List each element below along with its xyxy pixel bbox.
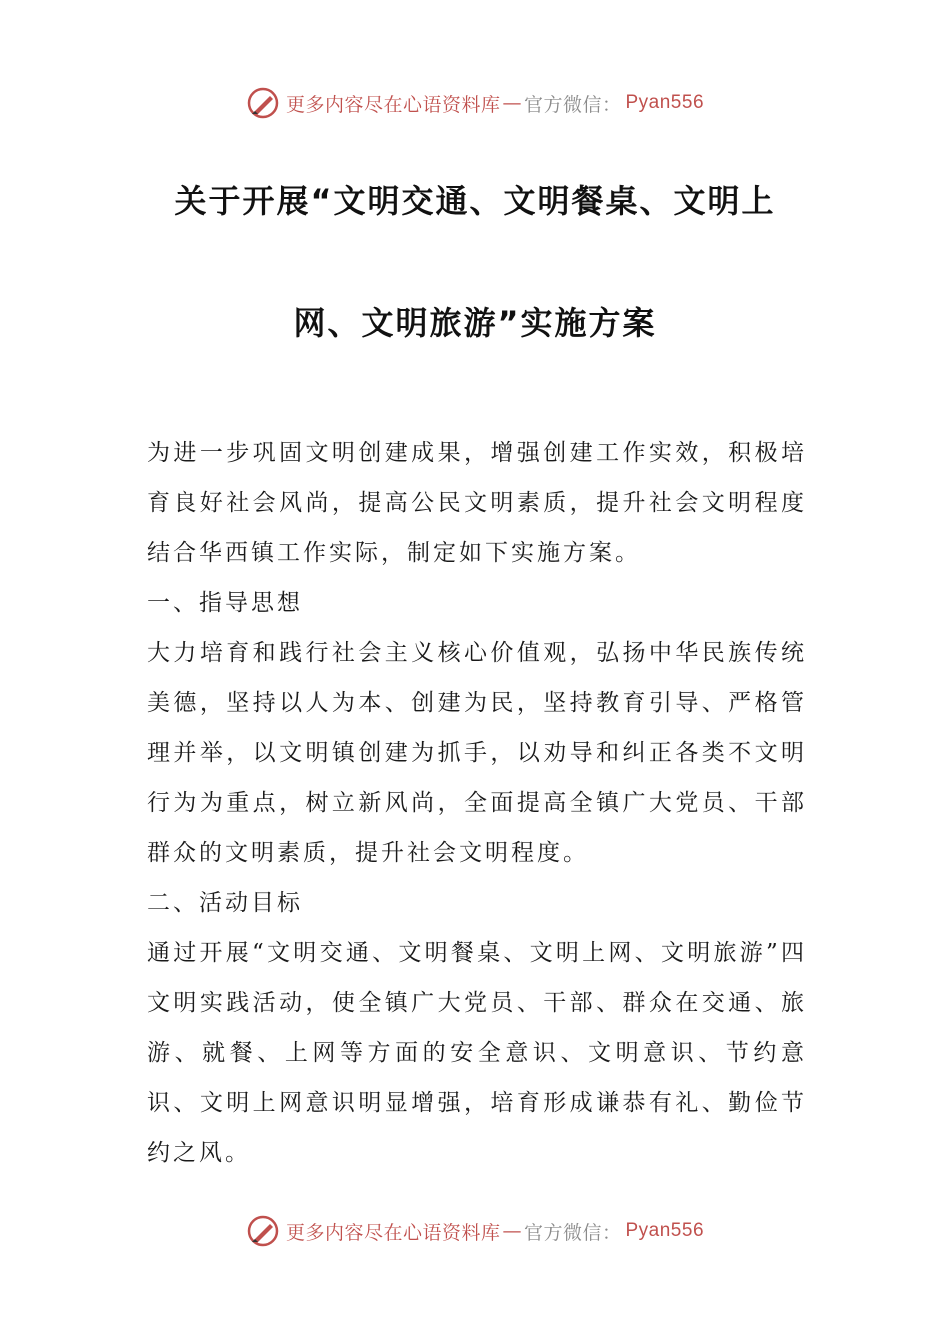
document-body <box>147 428 807 1178</box>
watermark-id: Pyan556 <box>625 1220 705 1241</box>
watermark-separator: — <box>502 92 522 114</box>
section-heading-2: 二、活动目标 <box>147 890 303 916</box>
header-watermark <box>0 83 950 123</box>
pen-logo-icon <box>246 86 280 120</box>
intro-paragraph: 为进一步巩固文明创建成果，增强创建工作实效，积极培育良好社会风尚，提高公民文明素质，提升社会文明程度结合华西镇工作实际，制定如下实施方案。 <box>147 440 807 566</box>
section-heading-1: 一、指导思想 <box>147 590 303 616</box>
document-title-line-1: 关于开展“文明交通、文明餐桌、文明上 <box>174 182 776 220</box>
watermark-sub-text: 官方微信： <box>523 93 622 116</box>
section-paragraph-1: 大力培育和践行社会主义核心价值观，弘扬中华民族传统美德，坚持以人为本、创建为民，坚持教育引导、严格管理并举，以文明镇创建为抓手，以劝导和纠正各类不文明行为为重点，树立新风尚，全面提高全镇广大党员、干部群众的文明素质，提升社会文明程度。 <box>147 640 807 866</box>
watermark-main-text: 更多内容尽在心语资料库 <box>285 93 501 116</box>
watermark-id: Pyan556 <box>625 92 705 113</box>
document-title-line-2: 网、文明旅游”实施方案 <box>293 304 657 342</box>
pen-logo-icon <box>246 1214 280 1248</box>
watermark-separator: — <box>502 1220 522 1242</box>
section-paragraph-2: 通过开展“文明交通、文明餐桌、文明上网、文明旅游”四文明实践活动，使全镇广大党员、干部、群众在交通、旅游、就餐、上网等方面的安全意识、文明意识、节约意识、文明上网意识明显增强，培育形成谦恭有礼、勤俭节约之风。 <box>147 940 807 1166</box>
watermark-main-text: 更多内容尽在心语资料库 <box>285 1221 501 1244</box>
footer-watermark <box>0 1211 950 1251</box>
watermark-sub-text: 官方微信： <box>523 1221 622 1244</box>
